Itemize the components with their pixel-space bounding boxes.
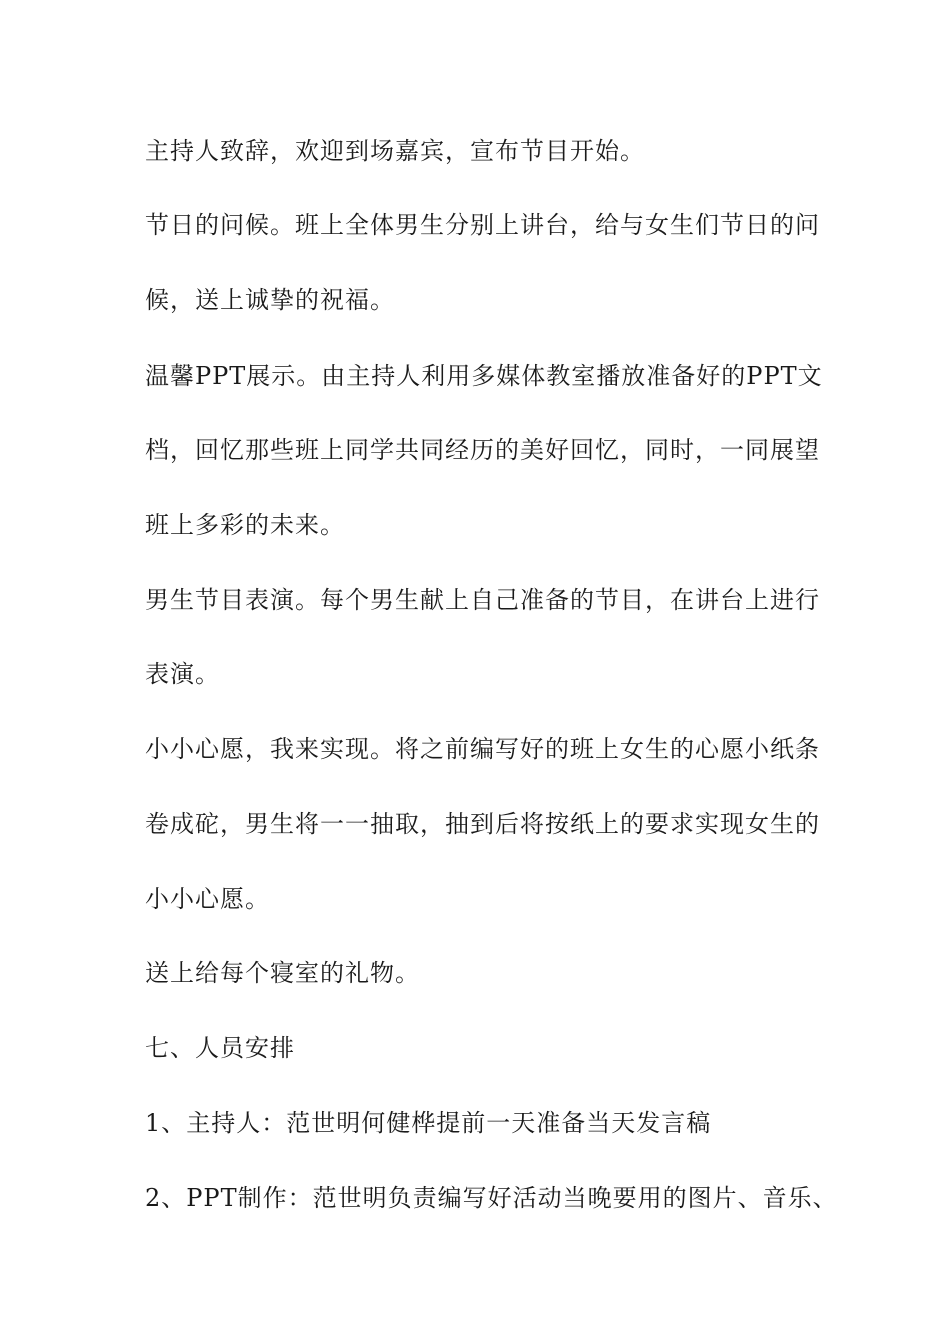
text-line: 节日的问候。班上全体男生分别上讲台，给与女生们节日的问 [145, 211, 820, 239]
text-line: 男生节目表演。每个男生献上自己准备的节目，在讲台上进行 [145, 586, 820, 614]
list-item: 2、PPT制作：范世明负责编写好活动当晚要用的图片、音乐、 [145, 1184, 838, 1212]
text-line: 班上多彩的未来。 [145, 511, 345, 539]
text-line: 表演。 [145, 660, 220, 688]
text-line: 送上给每个寝室的礼物。 [145, 959, 420, 987]
list-item: 1、主持人：范世明何健桦提前一天准备当天发言稿 [145, 1109, 712, 1137]
text-line: 候，送上诚挚的祝福。 [145, 286, 395, 314]
text-line: 小小心愿，我来实现。将之前编写好的班上女生的心愿小纸条 [145, 735, 820, 763]
text-line: 主持人致辞，欢迎到场嘉宾，宣布节目开始。 [145, 137, 645, 165]
text-line: 卷成砣，男生将一一抽取，抽到后将按纸上的要求实现女生的 [145, 810, 820, 838]
section-heading: 七、人员安排 [145, 1034, 295, 1062]
text-line: 小小心愿。 [145, 885, 270, 913]
text-line: 温馨PPT展示。由主持人利用多媒体教室播放准备好的PPT文 [145, 362, 823, 390]
text-line: 档，回忆那些班上同学共同经历的美好回忆，同时，一同展望 [145, 436, 820, 464]
